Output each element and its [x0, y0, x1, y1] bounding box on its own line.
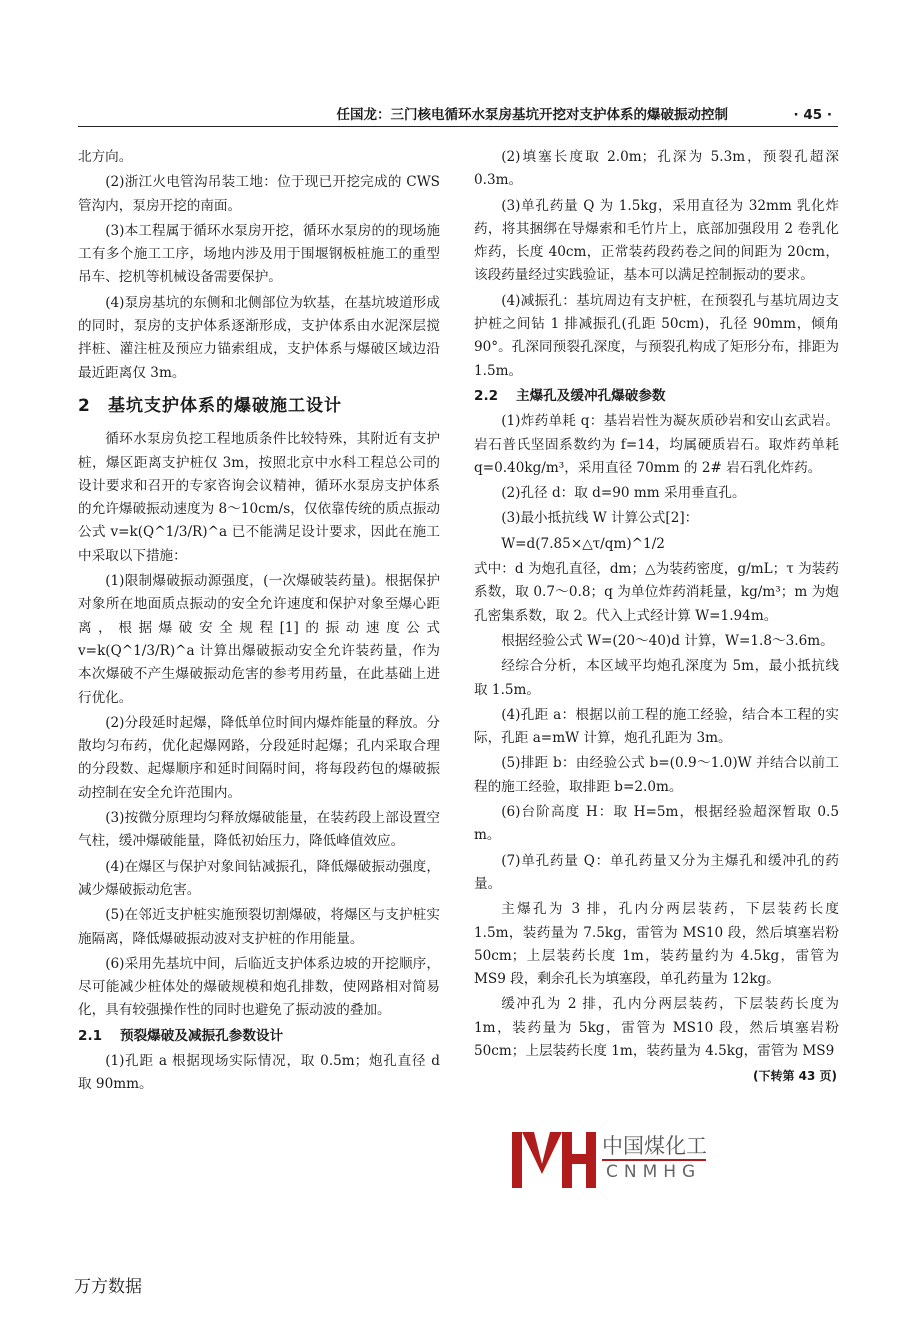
paragraph: (7)单孔药量 Q：单孔药量又分为主爆孔和缓冲孔的药量。 — [474, 852, 839, 892]
paragraph: (1)限制爆破振动源强度，(一次爆破装药量)。根据保护对象所在地面质点振动的安全允许速度和保护对象至爆心距离，根据爆破安全规程[1]的振动速度公式 v=k(Q^1/3/R)^a 计算出爆破振动安全允许装药量，作为本次爆破不产生爆破振动危害的参考用药量，在此基础上进行优化。 — [78, 573, 440, 706]
paragraph: (4)泵房基坑的东侧和北侧部位为软基，在基坑坡道形成的同时，泵房的支护体系逐渐形成，支护体系由水泥深层搅拌桩、灌注桩及预应力锚索组成，支护体系与爆破区域边沿最近距离仅 3m。 — [78, 294, 440, 381]
logo-bar-icon — [586, 1132, 596, 1188]
subsection-heading — [474, 385, 839, 408]
subsection-number: 2.1 — [78, 1027, 103, 1044]
section-heading — [78, 395, 440, 418]
paragraph: 缓冲孔为 2 排，孔内分两层装药，下层装药长度为 1m，装药量为 5kg，雷管为 MS10 段，然后填塞岩粉 50cm；上层装药长度 1m，装药量为 4.5kg，雷管为 MS9 — [474, 996, 839, 1059]
paragraph: 经综合分析，本区域平均炮孔深度为 5m，最小抵抗线取 1.5m。 — [474, 658, 839, 698]
paragraph: (1)炸药单耗 q：基岩岩性为凝灰质砂岩和安山玄武岩。岩石普氏坚固系数约为 f=14，均属硬质岩石。取炸药单耗 q=0.40kg/m³，采用直径 70mm 的 2# 岩石乳化炸药。 — [474, 413, 839, 476]
paragraph: (2)孔径 d：取 d=90 mm 采用垂直孔。 — [501, 485, 746, 502]
paragraph: 北方向。 — [78, 149, 133, 165]
paragraph: (3)按微分原理均匀释放爆破能量，在装药段上部设置空气柱，缓冲爆破能量，降低初始压力，降低峰值效应。 — [78, 810, 440, 850]
source-label: 万方数据 — [74, 1277, 142, 1297]
logo-bar-icon — [512, 1132, 522, 1188]
paragraph: (4)在爆区与保护对象间钻减振孔，降低爆破振动强度，减少爆破振动危害。 — [78, 858, 440, 898]
logo-bar-icon — [562, 1132, 572, 1188]
running-title: 任国龙：三门核电循环水泵房基坑开挖对支护体系的爆破振动控制 — [336, 107, 728, 123]
paragraph: (3)本工程属于循环水泵房开挖，循环水泵房的的现场施工有多个施工工序，场地内涉及用于围堰钢板桩施工的重型吊车、挖机等机械设备需要保护。 — [78, 222, 440, 286]
paragraph: (4)孔距 a：根据以前工程的施工经验，结合本工程的实际，孔距 a=mW 计算，炮孔孔距为 3m。 — [474, 706, 839, 747]
subsection-heading — [78, 1025, 440, 1048]
logo-crossbar-icon — [572, 1154, 586, 1164]
paragraph: (6)台阶高度 H：取 H=5m，根据经验超深暂取 0.5 m。 — [474, 804, 839, 844]
paragraph: (3)单孔药量 Q 为 1.5kg，采用直径为 32mm 乳化炸药，将其捆绑在导爆索和毛竹片上，底部加强段用 2 卷乳化炸药，长度 40cm，正常装药段药卷之间的间距为 20cm，该段药量经过实践验证，基本可以满足控制振动的要求。 — [474, 197, 839, 284]
page-number: · 45 · — [793, 107, 832, 123]
watermark-rule — [602, 1159, 706, 1161]
paragraph: 循环水泵房负挖工程地质条件比较特殊，其附近有支护桩，爆区距离支护桩仅 3m，按照北京中水科工程总公司的设计要求和召开的专家咨询会议精神，循环水泵房支护体系的允许爆破振动速度为 8～10cm/s，仅依靠传统的质点振动公式 v=k(Q^1/3/R)^a 已不能满足设计要求，因此在施工中采取以下措施： — [78, 431, 440, 564]
formula: W=d(7.85×△τ/qm)^1/2 — [501, 535, 665, 552]
watermark-text-cn: 中国煤化工 — [602, 1130, 707, 1160]
paragraph: (5)排距 b：由经验公式 b=(0.9～1.0)W 并结合以前工程的施工经验，取排距 b=2.0m。 — [474, 755, 839, 795]
right-column — [474, 146, 839, 1091]
paragraph: 根据经验公式 W=(20～40)d 计算，W=1.8～3.6m。 — [501, 632, 834, 649]
paragraph: (2)浙江火电管沟吊装工地：位于现已开挖完成的 CWS 管沟内，泵房开挖的南面。 — [78, 174, 440, 214]
paragraph: (4)减振孔：基坑周边有支护桩，在预裂孔与基坑周边支护桩之间钻 1 排减振孔(孔距 50cm)，孔径 90mm，倾角 90°。孔深同预裂孔深度，与预裂孔构成了矩形分布，排距为 1.5m。 — [474, 292, 839, 379]
paragraph: (3)最小抵抗线 W 计算公式[2]： — [501, 510, 699, 527]
paragraph: (6)采用先基坑中间，后临近支护体系边坡的开挖顺序，尽可能减少桩体处的爆破规模和炮孔排数，使网路相对简易化，具有较强操作性的同时也避免了振动波的叠加。 — [78, 955, 440, 1019]
running-header — [78, 104, 838, 127]
paragraph: (2)分段延时起爆，降低单位时间内爆炸能量的释放。分散均匀布药，优化起爆网路，分段延时起爆；孔内采取合理的分段数、起爆顺序和延时间隔时间，将每段药包的爆破振动控制在安全允许范围内。 — [78, 714, 440, 801]
continued-note: (下转第 43 页) — [752, 1069, 837, 1084]
logo-chevron-icon — [522, 1132, 562, 1174]
mh-logo-icon — [510, 1128, 598, 1190]
paragraph: (2)填塞长度取 2.0m；孔深为 5.3m，预裂孔超深 0.3m。 — [474, 149, 839, 189]
watermark-logo — [510, 1128, 840, 1192]
subsection-number: 2.2 — [474, 387, 499, 404]
subsection-title: 预裂爆破及减振孔参数设计 — [120, 1027, 284, 1044]
paragraph: (5)在邻近支护桩实施预裂切割爆破，将爆区与支护桩实施隔离，降低爆破振动波对支护桩的作用能量。 — [78, 907, 440, 947]
left-column — [78, 146, 440, 1099]
paragraph: 主爆孔为 3 排，孔内分两层装药，下层装药长度 1.5m，装药量为 7.5kg，雷管为 MS10 段，然后填塞岩粉 50cm；上层装药长度 1m，装药量约为 4.5kg，雷管为 MS9 段，剩余孔长为填塞段，单孔药量为 12kg。 — [474, 901, 839, 988]
paragraph: (1)孔距 a 根据现场实际情况，取 0.5m；炮孔直径 d 取 90mm。 — [78, 1052, 440, 1093]
section-number: 2 — [78, 395, 91, 416]
subsection-title: 主爆孔及缓冲孔爆破参数 — [516, 387, 666, 404]
section-title: 基坑支护体系的爆破施工设计 — [108, 395, 342, 416]
watermark-text-en: CNMHG — [606, 1162, 702, 1182]
paragraph: 式中：d 为炮孔直径，dm；△为装药密度，g/mL；τ 为装药系数，取 0.7～0.8；q 为单位炸药消耗量，kg/m³；m 为炮孔密集系数，取 2。代入上式经计算 W=1.94m。 — [474, 561, 839, 624]
